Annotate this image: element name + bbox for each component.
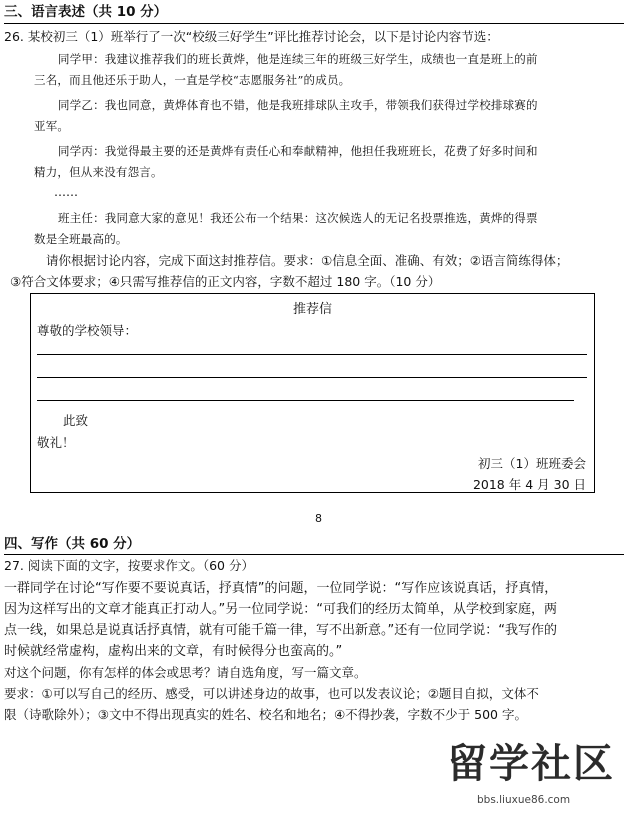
q27-material xyxy=(4,578,619,725)
q26-teacher-line2: 数是全班最高的。 xyxy=(34,232,128,246)
watermark-url: bbs.liuxue86.com xyxy=(477,794,571,806)
q26-student-c-line1: 同学丙：我觉得最主要的还是黄烨有责任心和奉献精神，他担任我班班长，花费了好多时间和 xyxy=(58,144,538,158)
q26-student-a-line1: 同学甲：我建议推荐我们的班长黄烨，他是连续三年的班级三好学生，成绩也一直是班上的前 xyxy=(58,52,538,66)
q27-line6: 要求：①可以写自己的经历、感受，可以讲述身边的故事，也可以发表议论；②题目自拟，文体不 xyxy=(4,686,539,701)
page-number: 8 xyxy=(315,512,322,525)
q26-student-a-line2: 三名，而且他还乐于助人，一直是学校“志愿服务社”的成员。 xyxy=(34,73,351,87)
q26-teacher-line1: 班主任：我同意大家的意见！我还公布一个结果：这次候选人的无记名投票推选，黄烨的得票 xyxy=(58,211,538,225)
q26-teacher xyxy=(34,208,607,250)
letter-salutation: 尊敬的学校领导： xyxy=(37,323,138,338)
q27-line2: 因为这样写出的文章才能真正打动人。”另一位同学说：“可我们的经历太简单，从学校到家庭，两 xyxy=(4,602,557,617)
answer-line-1[interactable] xyxy=(37,354,587,355)
recommendation-letter-box xyxy=(30,293,595,493)
site-watermark xyxy=(447,738,617,810)
q26-ellipsis: …… xyxy=(54,185,78,199)
q26-requirements xyxy=(10,250,615,292)
letter-signature: 初三（1）班班委会 xyxy=(478,456,586,471)
section3-divider xyxy=(4,23,624,24)
letter-closing-cizhi: 此致 xyxy=(63,413,89,428)
q27-prompt: 27. 阅读下面的文字，按要求作文。（60 分） xyxy=(4,558,254,573)
q26-student-a xyxy=(34,49,607,91)
q26-student-b xyxy=(34,95,607,137)
answer-line-2[interactable] xyxy=(37,377,587,378)
q26-req-line1: 请你根据讨论内容，完成下面这封推荐信。要求：①信息全面、准确、有效；②语言简练得体； xyxy=(46,253,569,268)
q27-line7: 限（诗歌除外）；③文中不得出现真实的姓名、校名和地名；④不得抄袭，字数不少于 500 字。 xyxy=(4,707,527,722)
q26-student-b-line1: 同学乙：我也同意，黄烨体育也不错，他是我班排球队主攻手，带领我们获得过学校排球赛的 xyxy=(58,98,538,112)
section4-title: 四、写作（共 60 分） xyxy=(4,536,141,552)
q27-line4: 时候就经常虚构，虚构出来的文章，有时候得分也蛮高的。” xyxy=(4,644,343,659)
section3-title: 三、语言表述（共 10 分） xyxy=(4,4,168,20)
watermark-logo: 留学社区 xyxy=(447,741,615,787)
letter-date: 2018 年 4 月 30 日 xyxy=(472,477,586,492)
letter-closing-jingli: 敬礼！ xyxy=(37,435,75,450)
q26-req-line2: ③符合文体要求；④只需写推荐信的正文内容，字数不超过 180 字。（10 分） xyxy=(10,274,441,289)
q26-prompt: 26. 某校初三（1）班举行了一次“校级三好学生”评比推荐讨论会，以下是讨论内容节选： xyxy=(4,29,499,44)
q27-line5: 对这个问题，你有怎样的体会或思考？请自选角度，写一篇文章。 xyxy=(4,665,367,680)
q27-line1: 一群同学在讨论“写作要不要说真话，抒真情”的问题，一位同学说：“写作应该说真话，抒真情， xyxy=(4,581,558,596)
q27-line3: 点一线，如果总是说真话抒真情，就有可能千篇一律，写不出新意。”还有一位同学说：“我写作的 xyxy=(4,623,557,638)
letter-title: 推荐信 xyxy=(292,302,332,317)
q26-student-b-line2: 亚军。 xyxy=(34,119,70,133)
q26-student-c-line2: 精力，但从来没有怨言。 xyxy=(34,165,163,179)
section4-divider xyxy=(4,554,624,555)
q26-student-c xyxy=(34,141,607,183)
answer-line-3[interactable] xyxy=(37,400,574,401)
